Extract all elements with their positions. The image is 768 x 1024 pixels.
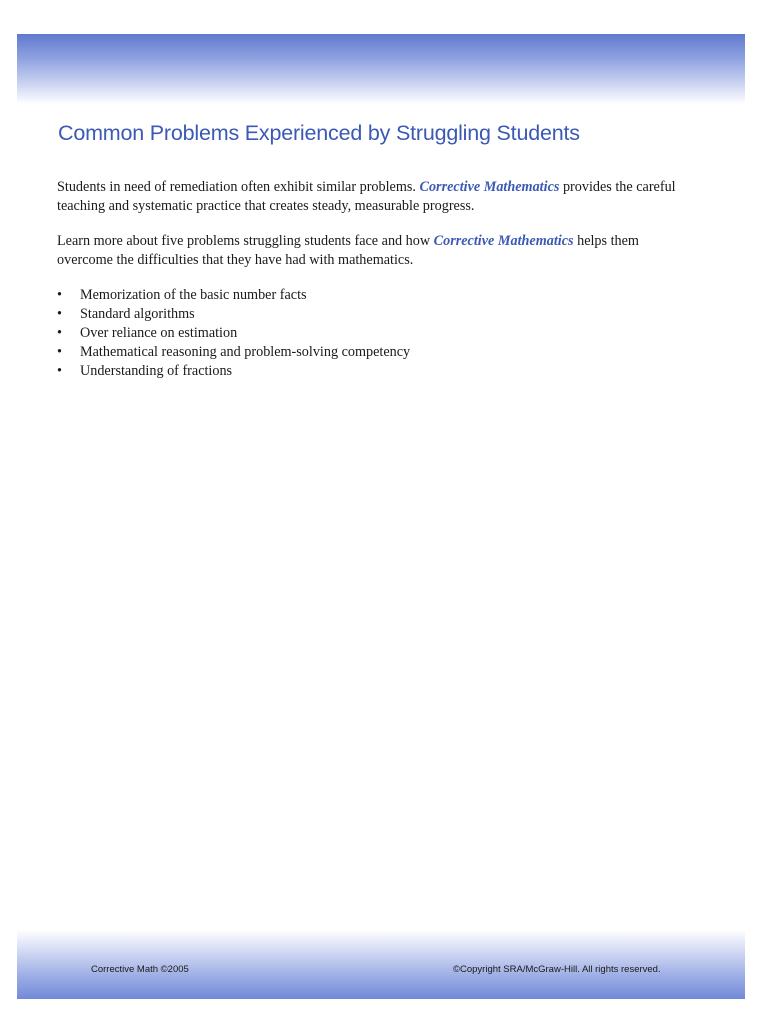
learn-more-text-start: Learn more about five problems struggling students face and how bbox=[57, 233, 434, 249]
bullet-icon: • bbox=[57, 344, 62, 360]
list-item bbox=[57, 343, 410, 362]
intro-text-start: Students in need of remediation often exhibit similar problems. bbox=[57, 179, 420, 195]
page-title: Common Problems Experienced by Struggling Students bbox=[58, 121, 580, 145]
list-item-text: Over reliance on estimation bbox=[80, 325, 238, 341]
list-item bbox=[57, 324, 410, 343]
list-item-text: Standard algorithms bbox=[80, 306, 195, 322]
intro-paragraph bbox=[57, 178, 697, 215]
bullet-icon: • bbox=[57, 306, 62, 322]
intro-text-end: provides the careful teaching and systematic practice that creates steady, measurable progress. bbox=[57, 179, 676, 214]
list-item bbox=[57, 286, 410, 305]
learn-more-text-end: helps them overcome the difficulties that they have had with mathematics. bbox=[57, 233, 639, 268]
list-item-text: Mathematical reasoning and problem-solving competency bbox=[80, 344, 411, 360]
bullet-icon: • bbox=[57, 363, 62, 379]
brand-name: Corrective Mathematics bbox=[419, 179, 560, 195]
footer-copyright: ©Copyright SRA/McGraw-Hill. All rights reserved. bbox=[453, 964, 661, 975]
brand-name: Corrective Mathematics bbox=[433, 233, 574, 249]
learn-more-paragraph bbox=[57, 232, 697, 269]
problems-list bbox=[57, 286, 410, 381]
header-gradient-band bbox=[17, 34, 745, 104]
bullet-icon: • bbox=[57, 287, 62, 303]
list-item bbox=[57, 305, 410, 324]
list-item bbox=[57, 362, 410, 381]
list-item-text: Understanding of fractions bbox=[80, 363, 233, 379]
footer-product-credit: Corrective Math ©2005 bbox=[91, 964, 189, 975]
bullet-icon: • bbox=[57, 325, 62, 341]
list-item-text: Memorization of the basic number facts bbox=[80, 287, 307, 303]
